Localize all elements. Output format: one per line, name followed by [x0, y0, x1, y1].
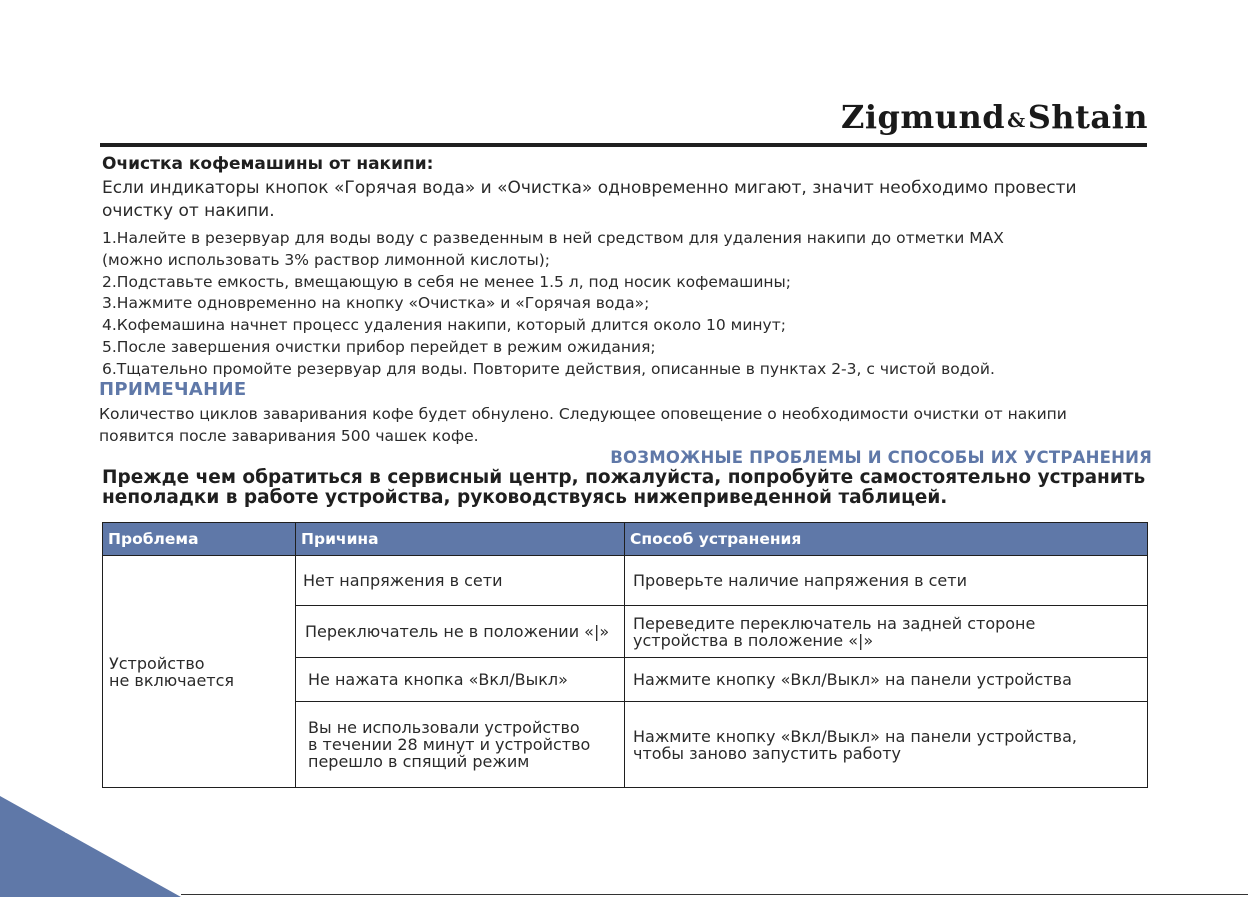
solution-cell	[625, 658, 1148, 702]
cause-line: в течении 28 минут и устройство	[308, 735, 591, 754]
solution-line: Нажмите кнопку «Вкл/Выкл» на панели устройства	[633, 670, 1072, 689]
step-line: (можно использовать 3% раствор лимонной кислоты);	[102, 250, 551, 269]
solution-line: Нажмите кнопку «Вкл/Выкл» на панели устройства,	[633, 726, 1077, 746]
note-line: появится после заваривания 500 чашек кофе.	[99, 427, 479, 445]
table-header-row	[103, 523, 1148, 556]
note-line: Количество циклов заваривания кофе будет обнулено. Следующее оповещение о необходимости очистки от накипи	[99, 405, 1067, 423]
header-rule	[100, 143, 1147, 147]
problem-line: Устройство	[109, 653, 205, 673]
lead-line: Прежде чем обратиться в сервисный центр, пожалуйста, попробуйте самостоятельно устранить	[102, 467, 1146, 488]
column-header-cause: Причина	[296, 523, 625, 556]
footer-accent-triangle	[0, 796, 181, 897]
cause-line: Нет напряжения в сети	[303, 571, 503, 590]
note-title: ПРИМЕЧАНИЕ	[99, 379, 247, 400]
solution-line: устройства в положение «|»	[633, 630, 874, 650]
problem-line: не включается	[109, 670, 235, 690]
column-header-problem: Проблема	[103, 523, 296, 556]
descaling-title: Очистка кофемашины от накипи:	[102, 154, 434, 174]
lead-line: неполадки в работе устройства, руководствуясь нижеприведенной таблицей.	[102, 487, 948, 508]
brand-name-right: Shtain	[1027, 98, 1148, 136]
step-line: 4.Кофемашина начнет процесс удаления накипи, который длится около 10 минут;	[102, 316, 786, 335]
cause-line: перешло в спящий режим	[308, 752, 530, 771]
cause-line: Переключатель не в положении «|»	[305, 622, 610, 641]
brand-logo	[841, 98, 1148, 136]
solution-cell	[625, 556, 1148, 606]
troubleshooting-lead	[102, 468, 1145, 508]
solution-line: чтобы заново запустить работу	[633, 743, 902, 763]
solution-line: Проверьте наличие напряжения в сети	[633, 571, 967, 590]
table-row	[103, 556, 1148, 606]
page-number: 18	[64, 822, 83, 837]
column-header-solution: Способ устранения	[625, 523, 1148, 556]
footer-rule	[181, 894, 1248, 895]
step-line: 6.Тщательно промойте резервуар для воды. Повторите действия, описанные в пунктах 2-3, с чистой водой.	[102, 359, 995, 378]
cause-cell	[296, 556, 625, 606]
descaling-intro: Если индикаторы кнопок «Горячая вода» и «Очистка» одновременно мигают, значит необходимо провести очистку от накипи.	[102, 178, 1077, 221]
solution-cell	[625, 606, 1148, 658]
cause-line: Вы не использовали устройство	[308, 718, 580, 737]
troubleshooting-heading: ВОЗМОЖНЫЕ ПРОБЛЕМЫ И СПОСОБЫ ИХ УСТРАНЕНИЯ	[610, 448, 1152, 467]
cause-cell	[296, 658, 625, 702]
note-text	[99, 403, 1067, 447]
troubleshooting-table	[102, 522, 1148, 788]
step-line: 5.После завершения очистки прибор перейдет в режим ожидания;	[102, 337, 656, 356]
descaling-steps	[102, 228, 1004, 381]
step-line: 3.Нажмите одновременно на кнопку «Очистка» и «Горячая вода»;	[102, 294, 650, 313]
solution-cell	[625, 702, 1148, 788]
cause-cell	[296, 606, 625, 658]
step-line: 1.Налейте в резервуар для воды воду с разведенным в ней средством для удаления накипи до отметки MAX	[102, 229, 1004, 247]
cause-cell	[296, 702, 625, 788]
brand-ampersand: &	[1007, 107, 1026, 132]
cause-line: Не нажата кнопка «Вкл/Выкл»	[308, 670, 568, 689]
solution-line: Переведите переключатель на задней стороне	[633, 613, 1036, 633]
problem-cell	[103, 556, 296, 788]
step-line: 2.Подставьте емкость, вмещающую в себя не менее 1.5 л, под носик кофемашины;	[102, 272, 791, 291]
brand-name-left: Zigmund	[840, 98, 1006, 136]
